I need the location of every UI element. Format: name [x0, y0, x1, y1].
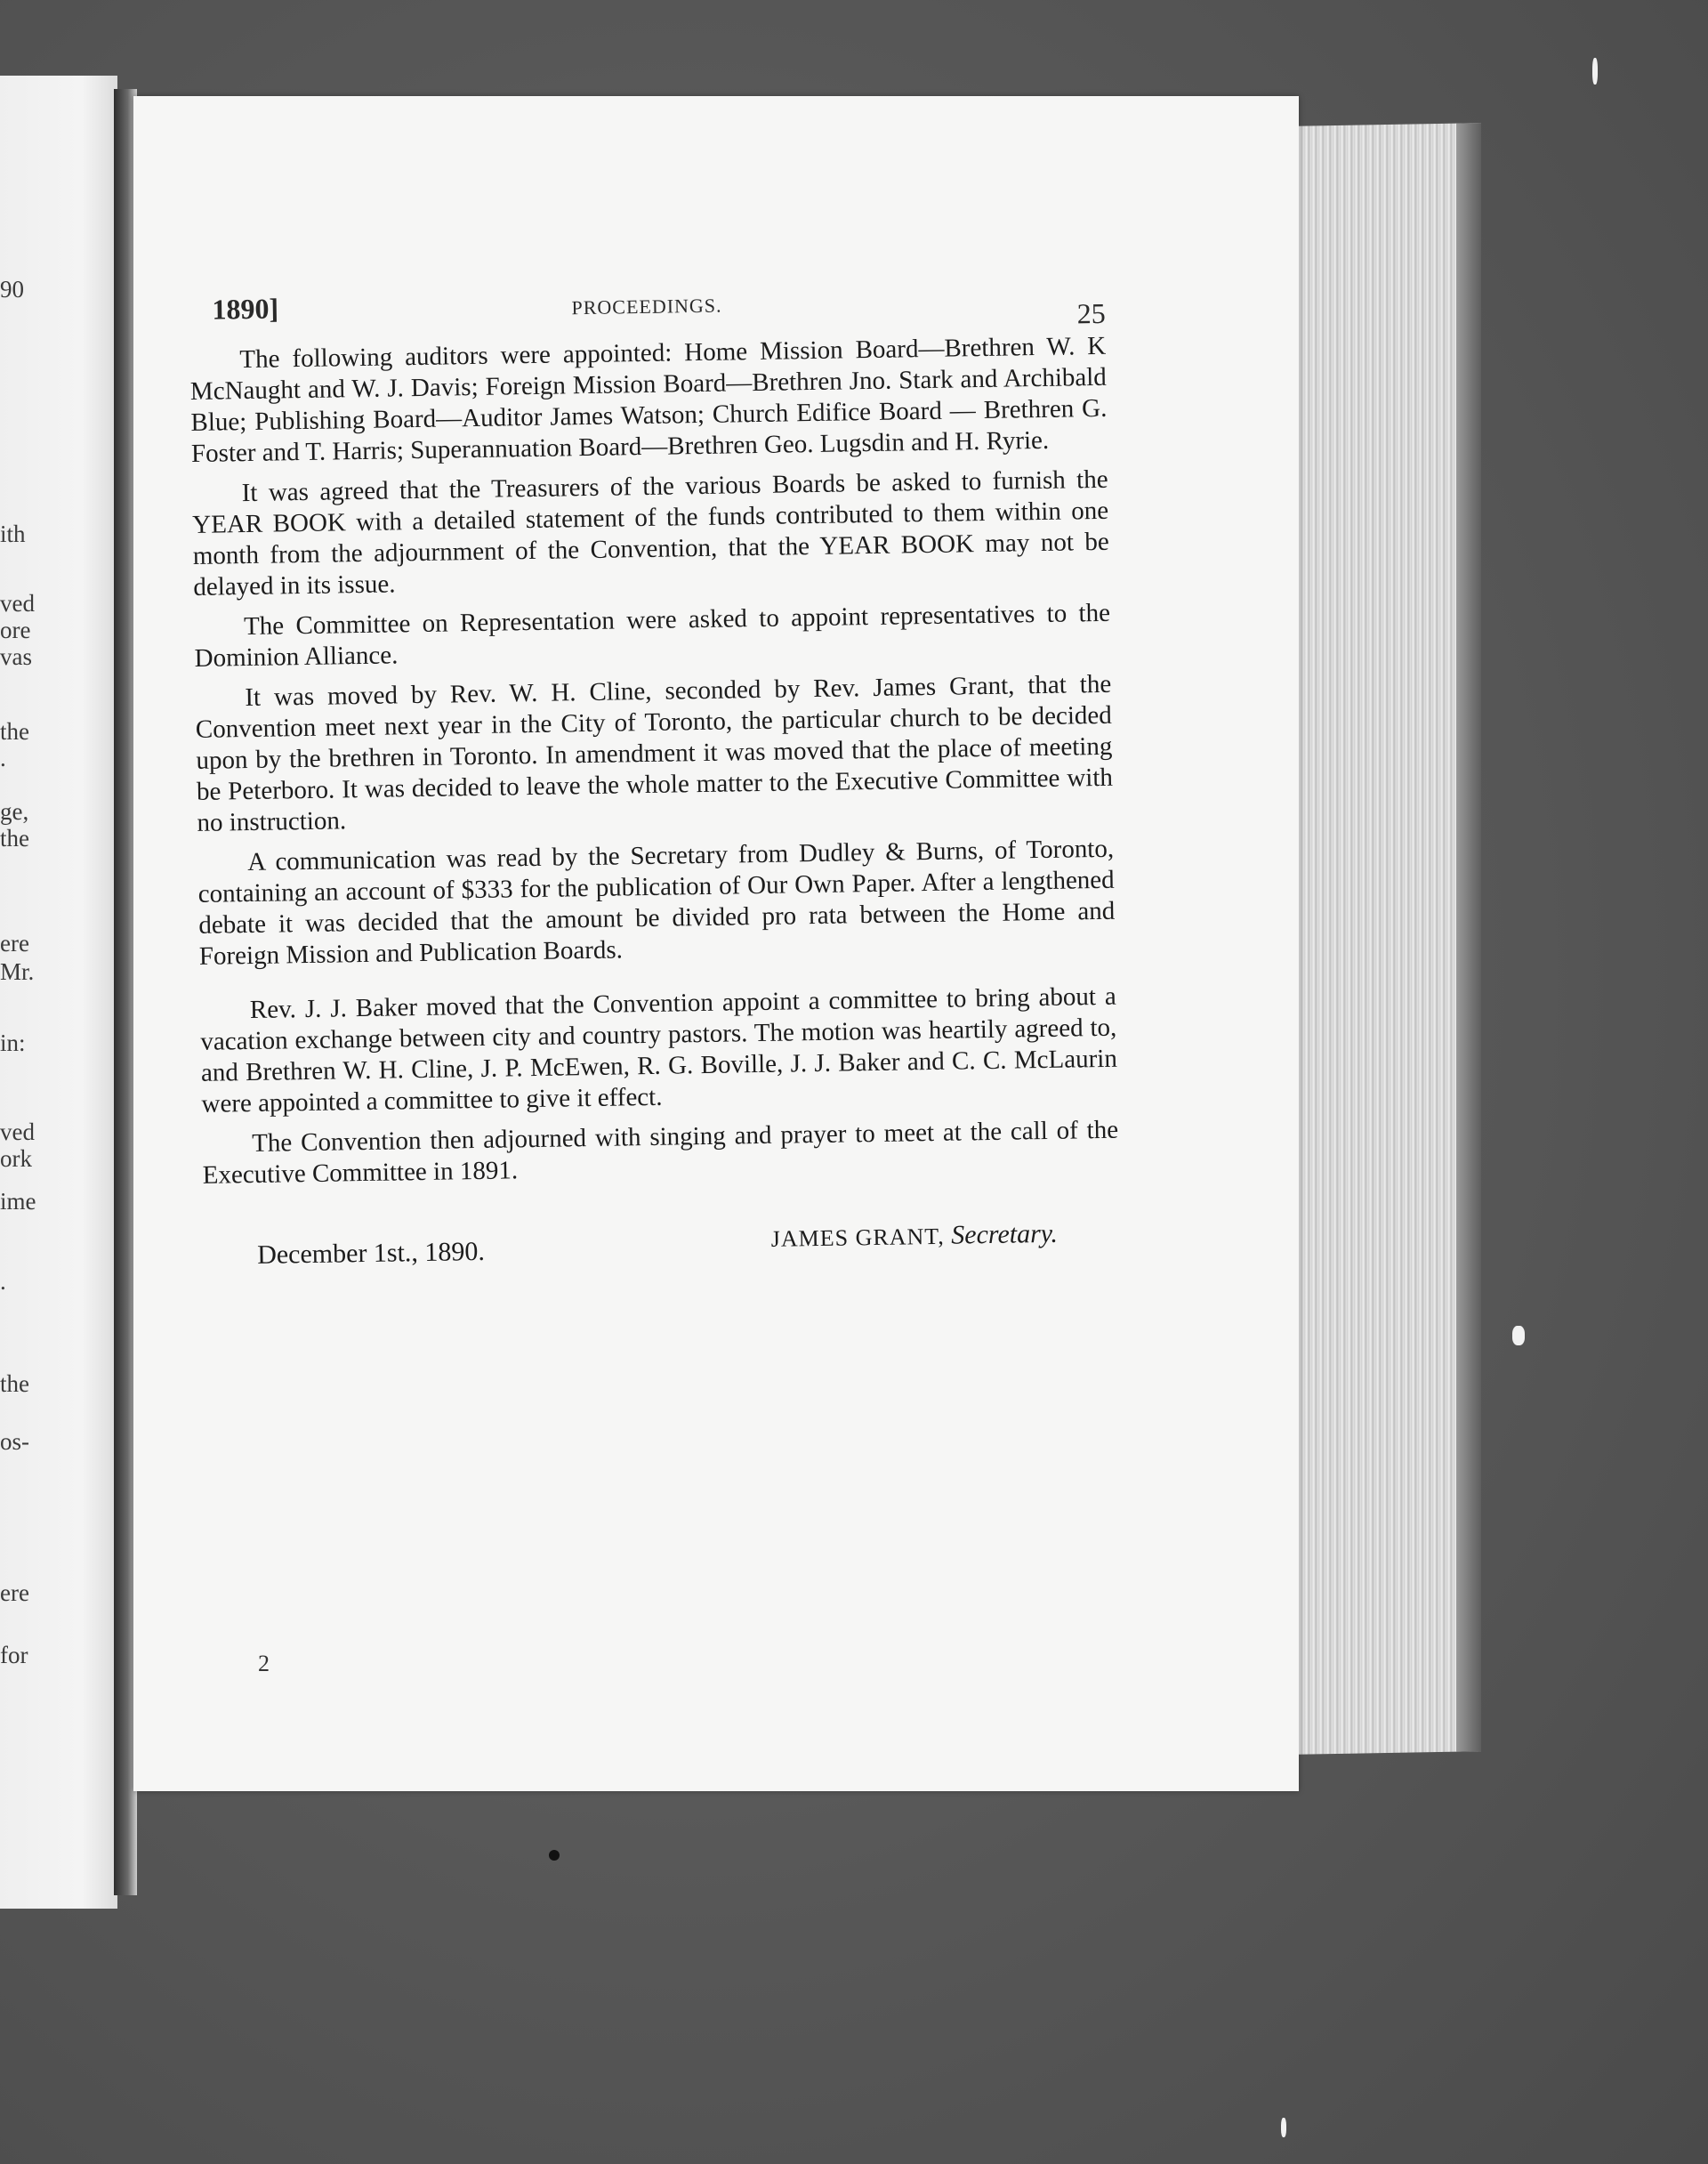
signature-name: JAMES GRANT, — [770, 1223, 945, 1252]
left-fragment: . — [0, 1268, 6, 1295]
left-fragment: the — [0, 1370, 29, 1397]
left-fragment: vas — [0, 643, 32, 670]
left-fragment: Mr. — [0, 958, 35, 985]
left-fragment: ith — [0, 521, 26, 547]
left-fragment: ere — [0, 930, 29, 957]
dust-speck — [1512, 1326, 1525, 1345]
paragraph-treasurers: It was agreed that the Treasurers of the various Boards be asked to furnish the YEAR BOOK with a detailed statement of the funds contributed to them within one month from the adjournment of the Convention, that the YEAR BOOK may not be delayed in its issue. — [192, 464, 1109, 602]
paragraph-adjournment: The Convention then adjourned with singing and prayer to meet at the call of the Executive Committee in 1891. — [202, 1115, 1119, 1190]
left-fragment: ge, — [0, 798, 29, 825]
signature-role: Secretary. — [950, 1218, 1059, 1250]
paragraph-auditors: The following auditors were appointed: Home Mission Board—Brethren W. K McNaught and W. J. Davis; Foreign Mission Board—Brethren Jno. Stark and Archibald Blue; Publishing Board—Auditor James Watson; Church Edifice Board — Brethren G. Foster and T. Harris; Superannuation Board—Brethren Geo. Lugsdin and H. Ryrie. — [189, 331, 1108, 468]
left-fragment: ork — [0, 1145, 32, 1172]
running-head-title: PROCEEDINGS. — [571, 294, 722, 319]
left-fragment: 90 — [0, 276, 24, 303]
left-fragment: for — [0, 1642, 28, 1668]
paragraph-next-meeting: It was moved by Rev. W. H. Cline, seconded by Rev. James Grant, that the Convention meet next year in the City of Toronto, the particular church to be decided upon by the brethren in Toronto. In amendment it was moved that the place of meeting be Peterboro. It was decided to leave the whole matter to the Executive Committee with no instruction. — [195, 669, 1114, 837]
signature-name-line — [771, 1219, 1059, 1254]
paragraph-communication: A communication was read by the Secretary from Dudley & Burns, of Toronto, containing an account of $333 for the publication of Our Own Paper. After a lengthened debate it was decided that the amount be divided pro rata between the Home and Foreign Mission and Publication Boards. — [197, 834, 1116, 971]
dust-speck — [1592, 58, 1598, 85]
page-number: 25 — [1076, 296, 1106, 330]
page-edges — [1290, 123, 1481, 1755]
signature-date: December 1st., 1890. — [256, 1236, 486, 1270]
page-content — [189, 269, 1121, 1286]
left-fragment: in: — [0, 1030, 26, 1056]
left-fragment: ere — [0, 1579, 29, 1606]
dust-speck — [1281, 2118, 1286, 2137]
running-head-year: 1890] — [212, 292, 279, 326]
left-fragment: ime — [0, 1188, 36, 1215]
left-fragment: ved — [0, 1118, 35, 1145]
left-fragment: the — [0, 718, 29, 745]
signature-mark: 2 — [258, 1651, 270, 1676]
left-fragment: ore — [0, 617, 31, 643]
left-fragment: the — [0, 825, 29, 852]
left-fragment: ved — [0, 590, 35, 617]
left-fragment: . — [0, 745, 6, 771]
paragraph-vacation-exchange: Rev. J. J. Baker moved that the Convention appoint a committee to bring about a vacation exchange between city and country pastors. The motion was heartily agreed to, and Brethren W. H. Cline, J. P. McEwen, R. G. Boville, J. J. Baker and C. C. McLaurin were appointed a committee to give it effect. — [200, 981, 1118, 1118]
left-fragment: os- — [0, 1428, 29, 1455]
left-page-strip — [0, 76, 117, 1909]
paragraph-representation: The Committee on Representation were asked to appoint representatives to the Dominion Alliance. — [194, 598, 1111, 673]
ink-dot — [549, 1850, 560, 1861]
